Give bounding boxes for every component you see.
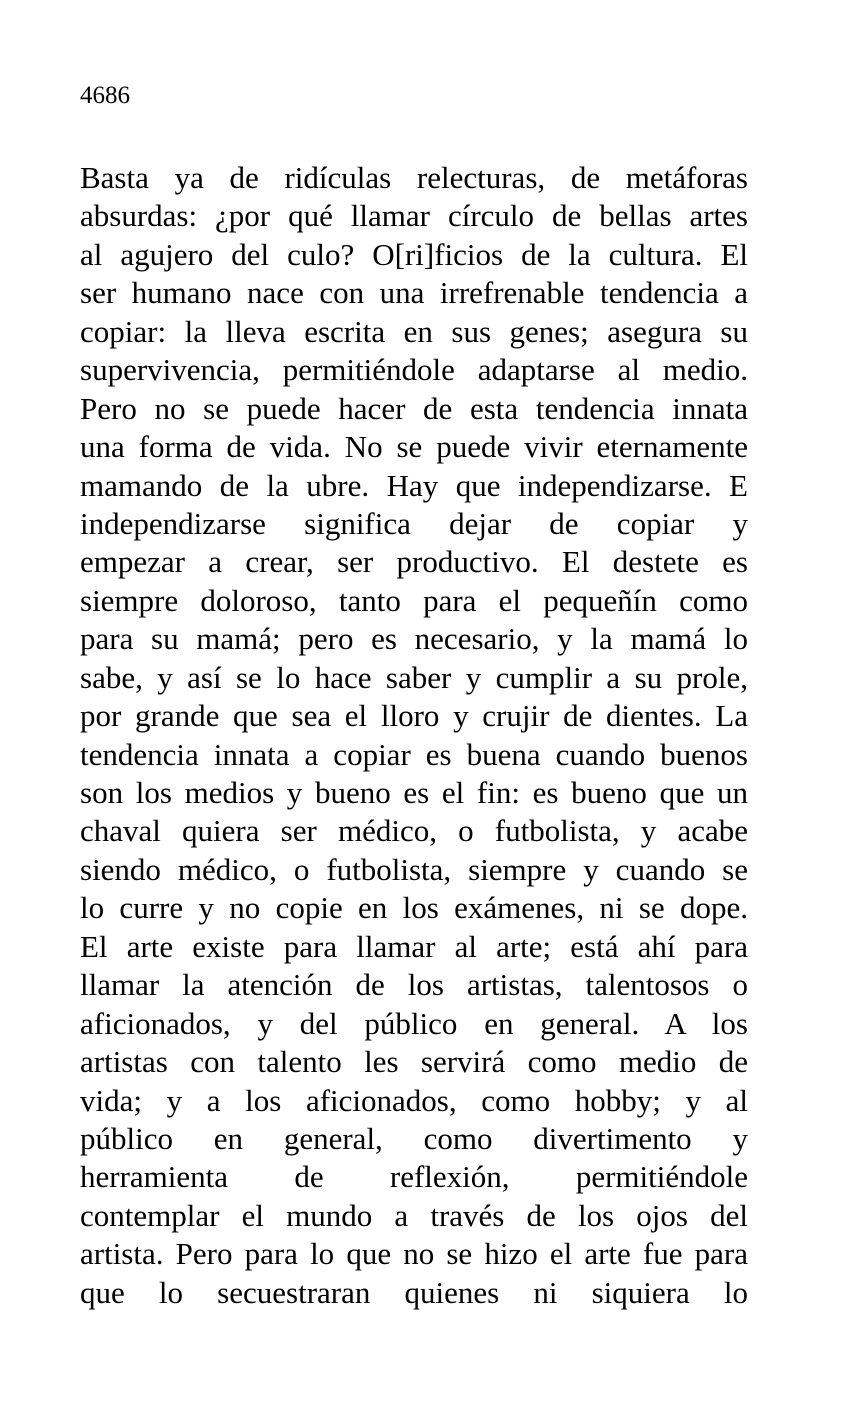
text-line: herramienta de reflexión, permitiéndole: [80, 1159, 748, 1195]
text-line: mamando de la ubre. Hay que independizarse. E: [80, 467, 748, 503]
text-line: por grande que sea el lloro y crujir de dientes. La: [80, 698, 748, 734]
text-line: al agujero del culo? O[ri]ficios de la cultura. El: [80, 236, 748, 272]
text-line: independizarse significa dejar de copiar y: [80, 505, 748, 541]
text-line: empezar a crear, ser productivo. El destete es: [80, 544, 748, 580]
text-line: llamar la atención de los artistas, talentosos o: [80, 967, 748, 1003]
page-number: 4686: [80, 82, 130, 109]
text-line: sabe, y así se lo hace saber y cumplir a su prole,: [80, 659, 748, 695]
text-line: tendencia innata a copiar es buena cuando buenos: [80, 736, 748, 772]
text-line: siempre doloroso, tanto para el pequeñín como: [80, 582, 748, 618]
text-line: aficionados, y del público en general. A los: [80, 1005, 748, 1041]
text-line: artista. Pero para lo que no se hizo el arte fue para: [80, 1236, 748, 1272]
text-line: absurdas: ¿por qué llamar círculo de bellas artes: [80, 198, 748, 234]
text-line: para su mamá; pero es necesario, y la mamá lo: [80, 621, 748, 657]
text-line: Pero no se puede hacer de esta tendencia innata: [80, 390, 748, 426]
text-line: artistas con talento les servirá como medio de: [80, 1044, 748, 1080]
body-paragraph: [80, 159, 748, 1312]
text-line: vida; y a los aficionados, como hobby; y al: [80, 1082, 748, 1118]
text-line: una forma de vida. No se puede vivir eternamente: [80, 429, 748, 465]
text-line: El arte existe para llamar al arte; está ahí para: [80, 928, 748, 964]
text-line: copiar: la lleva escrita en sus genes; asegura su: [80, 313, 748, 349]
text-line: supervivencia, permitiéndole adaptarse al medio.: [80, 352, 748, 388]
text-line: Basta ya de ridículas relecturas, de metáforas: [80, 160, 748, 195]
text-line: público en general, como divertimento y: [80, 1120, 748, 1156]
text-line: lo curre y no copie en los exámenes, ni se dope.: [80, 890, 748, 926]
text-line: ser humano nace con una irrefrenable tendencia a: [80, 275, 748, 311]
text-line: siendo médico, o futbolista, siempre y cuando se: [80, 851, 748, 887]
text-line: contemplar el mundo a través de los ojos del: [80, 1197, 748, 1233]
text-line: que lo secuestraran quienes ni siquiera lo: [80, 1274, 748, 1310]
text-line: son los medios y bueno es el fin: es bueno que un: [80, 775, 748, 810]
text-line: chaval quiera ser médico, o futbolista, y acabe: [80, 813, 748, 849]
